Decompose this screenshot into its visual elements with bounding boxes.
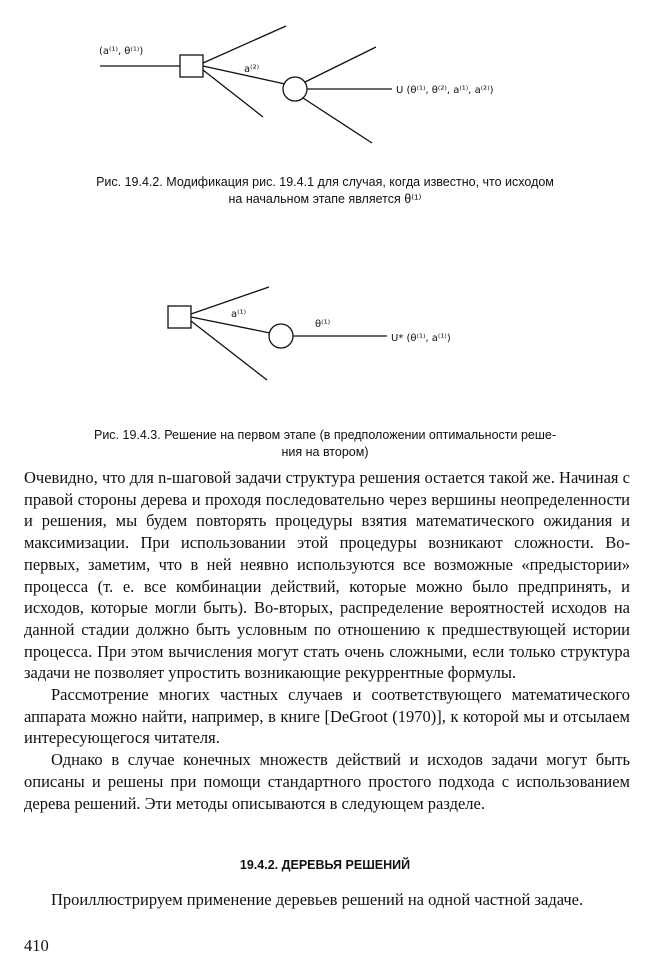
decision-node bbox=[168, 306, 191, 328]
caption-2-line-1: Рис. 19.4.3. Решение на первом этапе (в предположении оптимальности реше- bbox=[93, 428, 557, 442]
page-number: 410 bbox=[24, 936, 49, 955]
action-label: a⁽¹⁾ bbox=[231, 309, 247, 320]
outcome-label: θ⁽¹⁾ bbox=[315, 319, 331, 330]
outcome-lower bbox=[303, 98, 372, 143]
action-label: a⁽²⁾ bbox=[244, 64, 260, 75]
utility-label: U* (θ⁽¹⁾, a⁽¹⁾) bbox=[391, 333, 451, 344]
caption-1-line-2: на начальном этапе является θ⁽¹⁾ bbox=[228, 192, 422, 206]
figure-19-4-2 bbox=[0, 0, 650, 160]
paragraph-final: Проиллюстрируем применение деревьев решений на одной частной задаче. bbox=[51, 890, 584, 909]
branch-upper bbox=[203, 26, 286, 63]
paragraph-3: Однако в случае конечных множеств действий и исходов задачи могут быть описаны и решены при помощи стандартного простого подхода с использованием дерева решений. Эти методы описываются в следующем разделе. bbox=[24, 750, 630, 813]
chance-node bbox=[283, 77, 307, 101]
section-heading: 19.4.2. ДЕРЕВЬЯ РЕШЕНИЙ bbox=[239, 858, 411, 872]
figure-caption-2 bbox=[20, 427, 630, 461]
paragraph-1: Очевидно, что для n-шаговой задачи структура решения остается такой же. Начиная с правой стороны дерева и проходя последовательно через вершины неопределенности и решения, мы будем повторять процедуры взятия математического ожидания и максимизации. При использовании этой процедуры возникают сложности. Во-первых, заметим, что в ней неявно используются все возможные «предыстории» процесса (т. е. все комбинации действий, которые можно было предпринять, и исходов, которые могли быть). Во-вторых, распределение вероятностей исходов на данной стадии должно быть условным по отношению к предшествующей истории процесса. При этом вычисления могут стать очень сложными, если только структура задачи не позволяет упростить возникающие рекуррентные формулы. bbox=[24, 468, 630, 683]
outcome-upper bbox=[305, 47, 376, 82]
caption-1-line-1: Рис. 19.4.2. Модификация рис. 19.4.1 для случая, когда известно, что исходом bbox=[96, 175, 554, 189]
body-text bbox=[24, 467, 630, 814]
branch-upper bbox=[191, 287, 269, 314]
caption-2-line-2: ния на втором) bbox=[281, 445, 369, 459]
utility-label: U (θ⁽¹⁾, θ⁽²⁾, a⁽¹⁾, a⁽²⁾) bbox=[396, 85, 494, 96]
input-label: (a⁽¹⁾, θ⁽¹⁾) bbox=[99, 46, 144, 57]
figure-caption-1 bbox=[20, 174, 630, 208]
decision-node bbox=[180, 55, 203, 77]
paragraph-2: Рассмотрение многих частных случаев и соответствующего математического аппарата можно найти, например, в книге [DeGroot (1970)], к которой мы и отсылаем интересующегося читателя. bbox=[24, 685, 630, 748]
decision-tree-diagram-2 bbox=[0, 270, 650, 400]
decision-tree-diagram-1 bbox=[0, 0, 650, 160]
figure-19-4-3 bbox=[0, 270, 650, 400]
chance-node bbox=[269, 324, 293, 348]
final-text bbox=[24, 889, 630, 911]
